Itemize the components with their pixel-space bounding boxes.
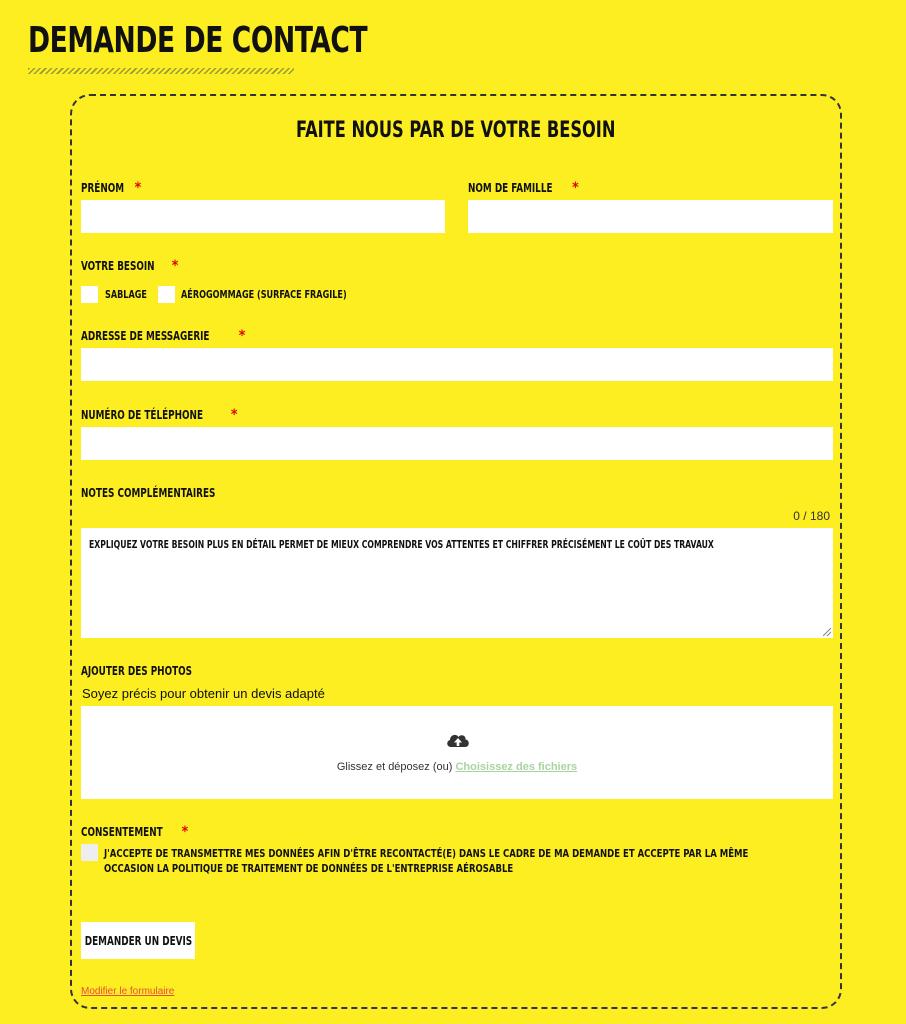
last-name-label: NOM DE FAMILLE * [468, 180, 579, 196]
required-marker: * [230, 407, 238, 423]
contact-form [70, 94, 842, 1009]
photos-hint: Soyez précis pour obtenir un devis adapté [82, 686, 325, 701]
sablage-option-label[interactable]: SABLAGE [105, 288, 147, 301]
aerogommage-option-label[interactable]: AÉROGOMMAGE (SURFACE FRAGILE) [181, 288, 347, 301]
notes-label: NOTES COMPLÉMENTAIRES [81, 486, 216, 500]
first-name-input[interactable] [81, 200, 445, 233]
file-dropzone[interactable] [81, 706, 833, 799]
request-quote-button[interactable]: DEMANDER UN DEVIS [81, 922, 195, 959]
phone-input[interactable] [81, 427, 833, 460]
email-input[interactable] [81, 348, 833, 381]
required-marker: * [572, 180, 579, 196]
title-underline-decoration [28, 68, 294, 74]
notes-character-counter: 0 / 180 [793, 509, 830, 523]
notes-placeholder: EXPLIQUEZ VOTRE BESOIN PLUS EN DÉTAIL PERMET DE MIEUX COMPRENDRE VOS ATTENTES ET CHIFFRER PRÉCISÉMENT LE COÛT DES TRAVAUX [89, 538, 714, 551]
cloud-upload-icon [445, 730, 471, 750]
phone-label: NUMÉRO DE TÉLÉPHONE * [81, 407, 238, 423]
choose-files-link[interactable]: Choisissez des fichiers [455, 761, 578, 773]
form-heading: FAITE NOUS PAR DE VOTRE BESOIN [296, 118, 616, 143]
need-label: VOTRE BESOIN * [81, 258, 179, 274]
required-marker: * [171, 258, 179, 274]
dropzone-text: Glissez et déposez (ou) Choisissez des fichiers [336, 761, 578, 773]
required-marker: * [134, 180, 142, 196]
photos-label: AJOUTER DES PHOTOS [81, 664, 193, 678]
last-name-input[interactable] [468, 200, 833, 233]
notes-textarea[interactable] [81, 528, 833, 638]
first-name-label: PRÉNOM * [81, 180, 142, 196]
consent-checkbox[interactable] [81, 844, 98, 861]
aerogommage-checkbox[interactable] [158, 286, 175, 303]
consent-text[interactable]: J'ACCEPTE DE TRANSMETTRE MES DONNÉES AFIN D'ÊTRE RECONTACTÉ(E) DANS LE CADRE DE MA DEMANDE ET ACCEPTE PAR LA MÊME OCCASION LA POLITIQUE DE TRAITEMENT DE DONNÉES DE L'ENTREPRISE AÉROSABLE [104, 847, 749, 875]
required-marker: * [238, 328, 246, 344]
consent-label: CONSENTEMENT * [81, 824, 189, 840]
sablage-checkbox[interactable] [81, 286, 98, 303]
resize-handle-icon[interactable] [823, 628, 831, 636]
edit-form-link[interactable]: Modifier le formulaire [81, 986, 175, 997]
page-title: DEMANDE DE CONTACT [28, 20, 368, 61]
required-marker: * [181, 824, 189, 840]
email-label: ADRESSE DE MESSAGERIE * [81, 328, 246, 344]
